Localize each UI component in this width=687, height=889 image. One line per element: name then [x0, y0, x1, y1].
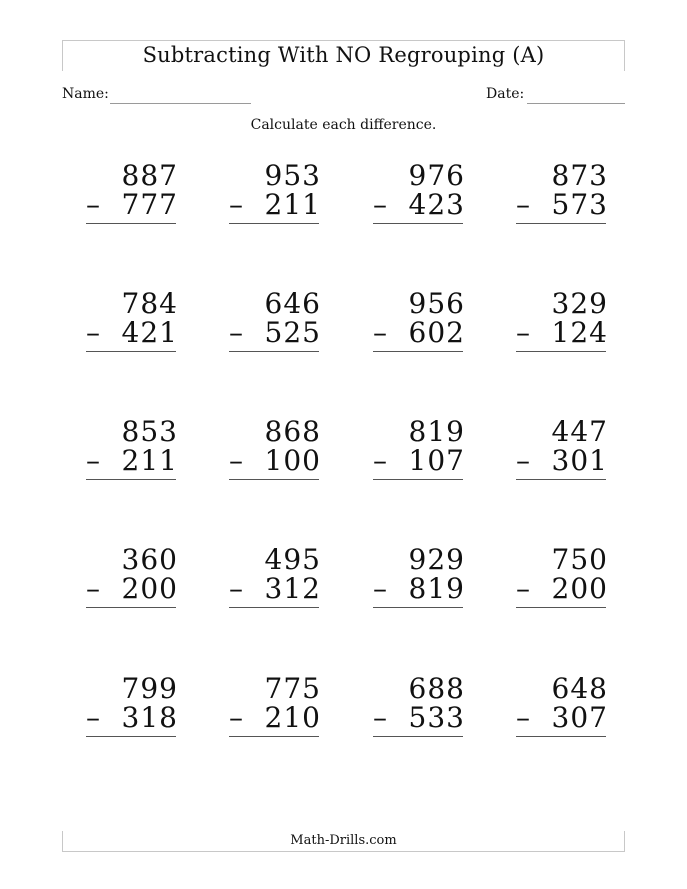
minus-sign: – — [516, 316, 530, 349]
subtraction-problem — [373, 416, 473, 496]
answer-line[interactable] — [516, 607, 606, 608]
subtrahend: 573 — [551, 188, 608, 221]
minuend: 868 — [264, 415, 321, 448]
minus-sign: – — [373, 188, 387, 221]
subtrahend: 318 — [121, 701, 178, 734]
answer-line[interactable] — [516, 736, 606, 737]
answer-line[interactable] — [86, 736, 176, 737]
minus-sign: – — [86, 701, 100, 734]
minuend: 329 — [551, 287, 608, 320]
minus-sign: – — [516, 444, 530, 477]
answer-line[interactable] — [86, 479, 176, 480]
subtraction-problem — [86, 160, 186, 240]
subtraction-problem — [229, 288, 329, 368]
minuend: 447 — [551, 415, 608, 448]
subtraction-problem — [229, 673, 329, 753]
minus-sign: – — [229, 188, 243, 221]
subtraction-problem — [516, 288, 616, 368]
minus-sign: – — [516, 701, 530, 734]
subtraction-problem — [373, 544, 473, 624]
subtraction-problem — [373, 673, 473, 753]
answer-line[interactable] — [86, 607, 176, 608]
subtraction-problem — [229, 160, 329, 240]
answer-line[interactable] — [229, 223, 319, 224]
footer-text: Math-Drills.com — [290, 833, 397, 848]
subtrahend: 211 — [264, 188, 321, 221]
minus-sign: – — [373, 701, 387, 734]
minus-sign: – — [86, 444, 100, 477]
minus-sign: – — [86, 572, 100, 605]
answer-line[interactable] — [373, 607, 463, 608]
minus-sign: – — [229, 316, 243, 349]
answer-line[interactable] — [86, 351, 176, 352]
subtrahend: 100 — [264, 444, 321, 477]
subtrahend: 200 — [551, 572, 608, 605]
subtraction-problem — [229, 416, 329, 496]
minuend: 956 — [408, 287, 465, 320]
instruction-text: Calculate each difference. — [250, 117, 437, 133]
name-label: Name: — [62, 86, 109, 102]
subtrahend: 301 — [551, 444, 608, 477]
minuend: 873 — [551, 159, 608, 192]
answer-line[interactable] — [373, 736, 463, 737]
footer-box — [62, 831, 625, 852]
subtraction-problem — [86, 288, 186, 368]
minus-sign: – — [373, 572, 387, 605]
minuend: 929 — [408, 543, 465, 576]
subtrahend: 107 — [408, 444, 465, 477]
minus-sign: – — [229, 444, 243, 477]
subtraction-problem — [86, 416, 186, 496]
subtrahend: 602 — [408, 316, 465, 349]
minuend: 648 — [551, 672, 608, 705]
subtrahend: 200 — [121, 572, 178, 605]
title-box — [62, 40, 625, 71]
subtraction-problem — [516, 544, 616, 624]
answer-line[interactable] — [373, 351, 463, 352]
subtraction-problem — [516, 416, 616, 496]
minuend: 495 — [264, 543, 321, 576]
subtraction-problem — [516, 160, 616, 240]
answer-line[interactable] — [373, 223, 463, 224]
minuend: 775 — [264, 672, 321, 705]
minuend: 853 — [121, 415, 178, 448]
worksheet-title: Subtracting With NO Regrouping (A) — [142, 43, 545, 67]
subtrahend: 211 — [121, 444, 178, 477]
answer-line[interactable] — [86, 223, 176, 224]
minuend: 784 — [121, 287, 178, 320]
answer-line[interactable] — [229, 607, 319, 608]
minus-sign: – — [373, 444, 387, 477]
subtrahend: 533 — [408, 701, 465, 734]
subtrahend: 423 — [408, 188, 465, 221]
answer-line[interactable] — [516, 351, 606, 352]
minuend: 819 — [408, 415, 465, 448]
minus-sign: – — [86, 316, 100, 349]
date-label: Date: — [486, 86, 525, 102]
minuend: 646 — [264, 287, 321, 320]
subtrahend: 819 — [408, 572, 465, 605]
minuend: 360 — [121, 543, 178, 576]
name-field-line[interactable] — [110, 103, 251, 104]
subtrahend: 777 — [121, 188, 178, 221]
minuend: 976 — [408, 159, 465, 192]
minuend: 953 — [264, 159, 321, 192]
minuend: 688 — [408, 672, 465, 705]
minus-sign: – — [86, 188, 100, 221]
answer-line[interactable] — [229, 351, 319, 352]
answer-line[interactable] — [229, 736, 319, 737]
minus-sign: – — [516, 188, 530, 221]
subtraction-problem — [86, 544, 186, 624]
answer-line[interactable] — [373, 479, 463, 480]
subtraction-problem — [373, 160, 473, 240]
date-field-line[interactable] — [527, 103, 625, 104]
minuend: 799 — [121, 672, 178, 705]
minus-sign: – — [229, 701, 243, 734]
subtrahend: 307 — [551, 701, 608, 734]
minuend: 887 — [121, 159, 178, 192]
minus-sign: – — [373, 316, 387, 349]
subtrahend: 421 — [121, 316, 178, 349]
minus-sign: – — [516, 572, 530, 605]
subtrahend: 525 — [264, 316, 321, 349]
subtraction-problem — [229, 544, 329, 624]
answer-line[interactable] — [229, 479, 319, 480]
answer-line[interactable] — [516, 223, 606, 224]
subtraction-problem — [86, 673, 186, 753]
subtraction-problem — [516, 673, 616, 753]
subtrahend: 124 — [551, 316, 608, 349]
subtrahend: 210 — [264, 701, 321, 734]
minuend: 750 — [551, 543, 608, 576]
minus-sign: – — [229, 572, 243, 605]
subtrahend: 312 — [264, 572, 321, 605]
answer-line[interactable] — [516, 479, 606, 480]
subtraction-problem — [373, 288, 473, 368]
